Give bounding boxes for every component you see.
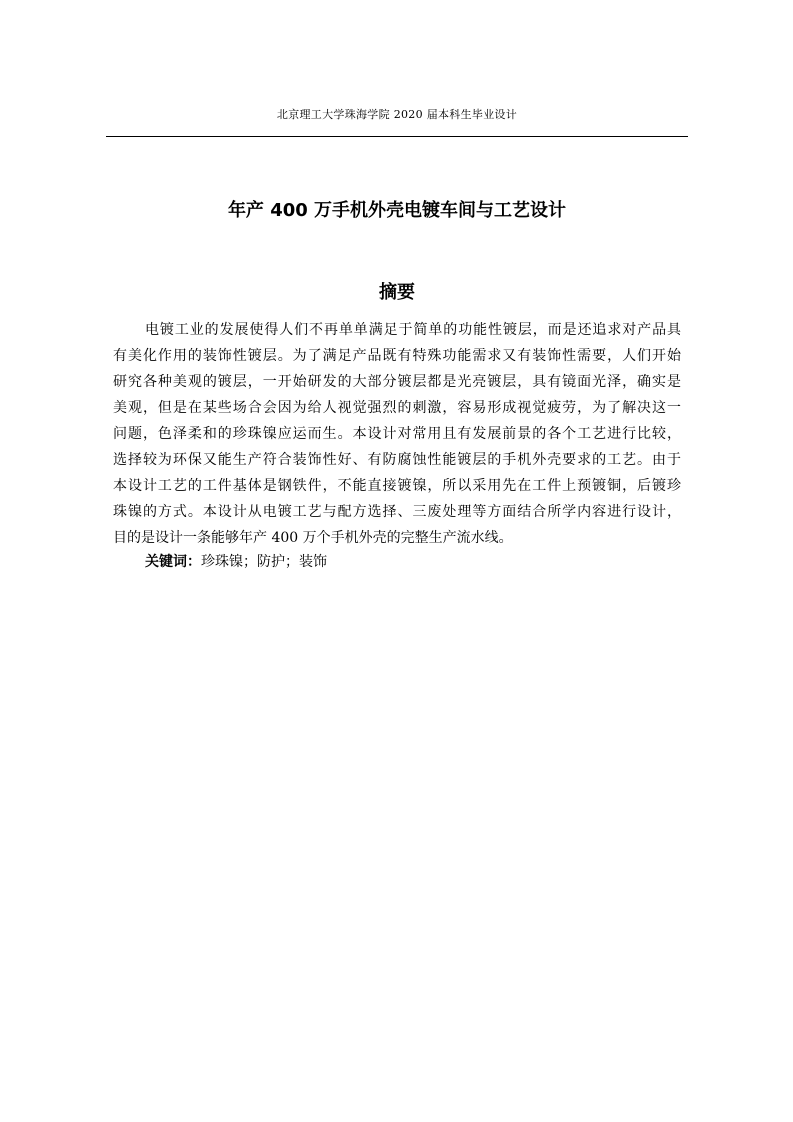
abstract-line: 电镀工业的发展使得人们不再单单满足于简单的功能性镀层，而是还追求对产品具 (145, 322, 681, 338)
abstract-heading: 摘要 (379, 282, 415, 303)
abstract-line: 本设计工艺的工件基体是钢铁件，不能直接镀镍，所以采用先在工件上预镀铜，后镀珍 (113, 478, 681, 494)
thesis-title: 年产 400 万手机外壳电镀车间与工艺设计 (227, 200, 567, 221)
abstract-line: 选择较为环保又能生产符合装饰性好、有防腐蚀性能镀层的手机外壳要求的工艺。由于 (113, 452, 681, 468)
header-divider (106, 136, 688, 137)
abstract-line: 美观，但是在某些场合会因为给人视觉强烈的刺激，容易形成视觉疲劳，为了解决这一 (113, 400, 681, 416)
abstract-body (113, 317, 681, 551)
header-text: 北京理工大学珠海学院 2020 届本科生毕业设计 (276, 108, 518, 121)
abstract-line: 珠镍的方式。本设计从电镀工艺与配方选择、三废处理等方面结合所学内容进行设计， (113, 504, 681, 520)
abstract-line: 问题，色泽柔和的珍珠镍应运而生。本设计对常用且有发展前景的各个工艺进行比较， (113, 426, 681, 442)
keywords-label: 关键词： (145, 554, 201, 570)
page-header (106, 108, 688, 138)
abstract-line: 有美化作用的装饰性镀层。为了满足产品既有特殊功能需求又有装饰性需要，人们开始 (113, 348, 681, 364)
abstract-line: 研究各种美观的镀层，一开始研发的大部分镀层都是光亮镀层，具有镜面光泽，确实是 (113, 374, 681, 390)
keywords (145, 551, 327, 573)
abstract-line: 目的是设计一条能够年产 400 万个手机外壳的完整生产流水线。 (113, 530, 513, 546)
keywords-value: 珍珠镍；防护；装饰 (201, 554, 327, 570)
